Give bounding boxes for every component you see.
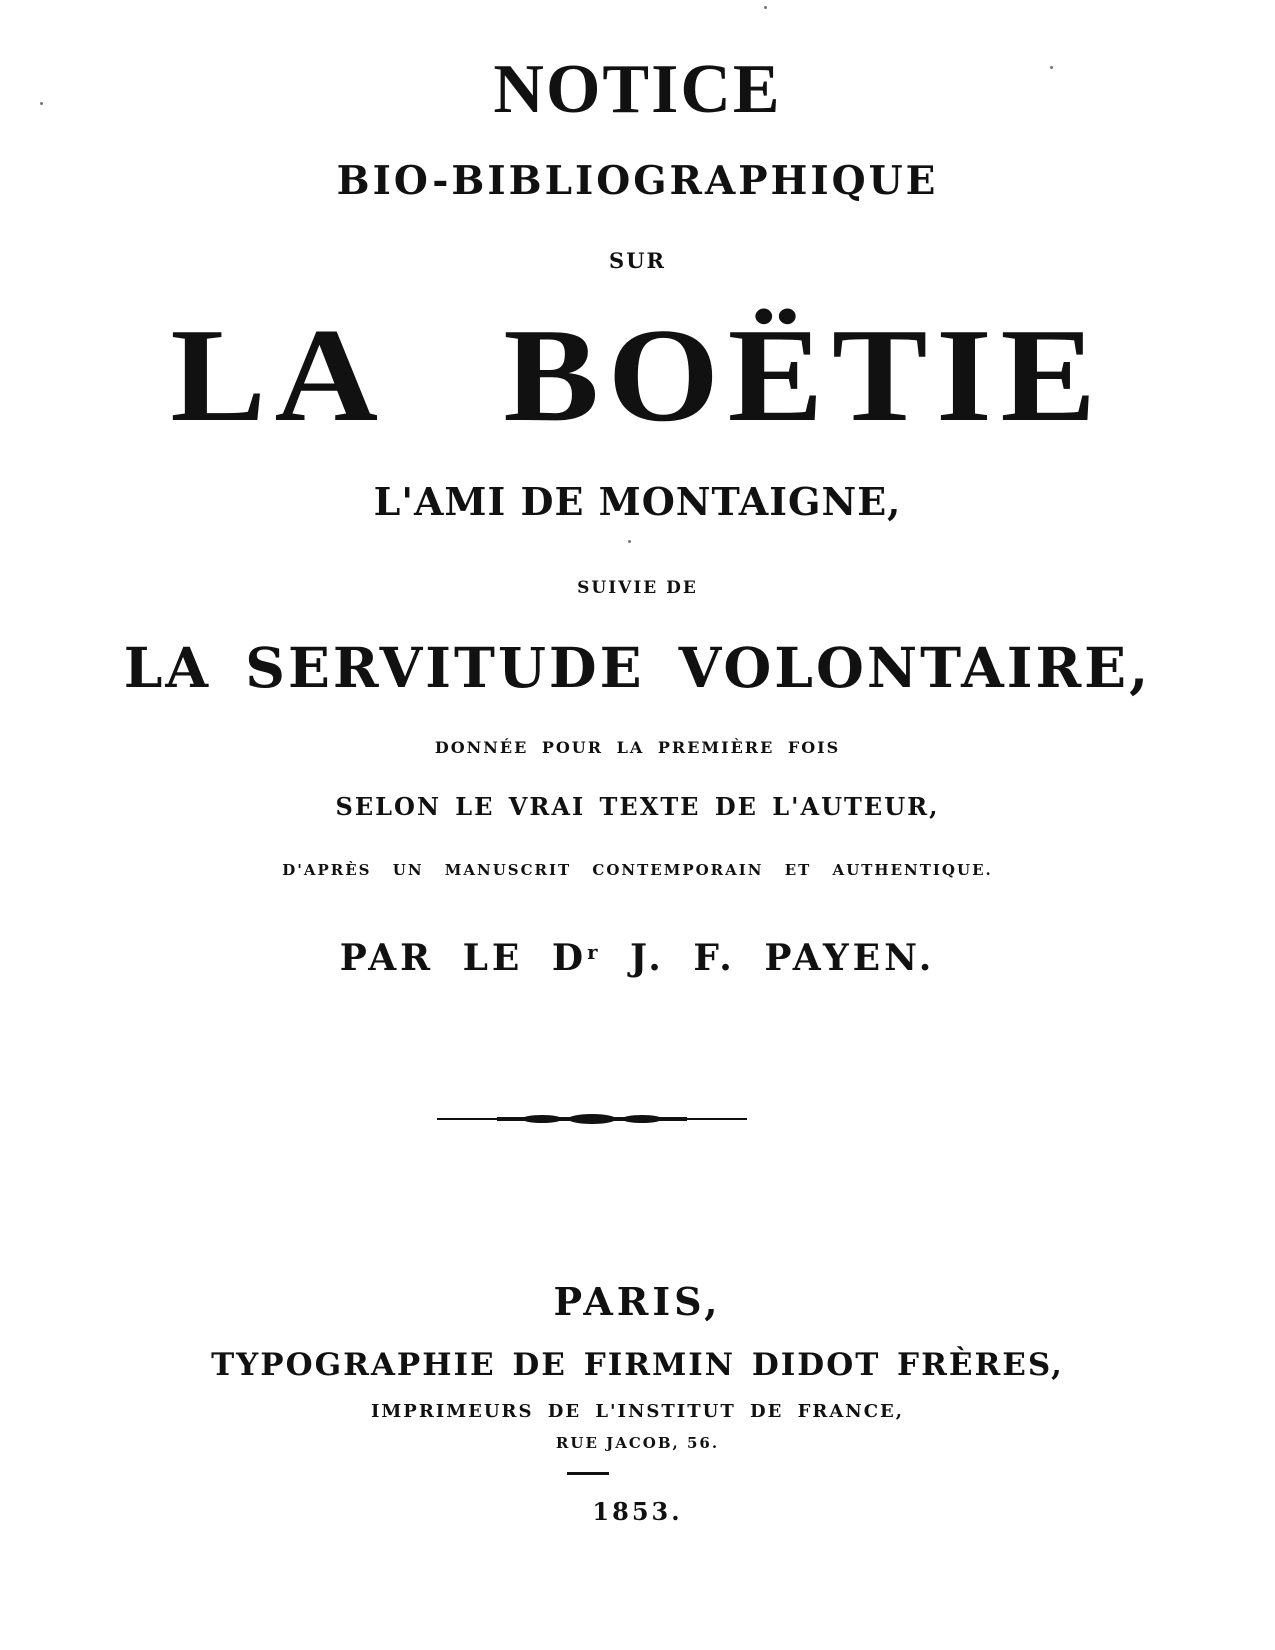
author-title-superscript: r: [587, 940, 602, 965]
author-name: J. F. PAYEN.: [601, 937, 936, 979]
author-line: [0, 937, 1275, 979]
suivie-de: SUIVIE DE: [577, 578, 698, 598]
scan-speck: [764, 6, 767, 9]
title-ami-de-montaigne: L'AMI DE MONTAIGNE,: [373, 479, 902, 524]
selon-le-vrai-texte: SELON LE VRAI TEXTE DE L'AUTEUR,: [335, 792, 940, 821]
title-la-boetie: LA BOËTIE: [170, 301, 1105, 449]
title-sur: SUR: [609, 248, 666, 273]
servitude-volontaire-title: LA SERVITUDE VOLONTAIRE,: [123, 635, 1152, 700]
ornamental-divider: [437, 1112, 747, 1126]
imprint-year: 1853.: [592, 1497, 683, 1526]
author-prefix: PAR LE D: [339, 937, 588, 979]
scan-speck: [1050, 66, 1053, 69]
d-apres-un-manuscrit: D'APRÈS UN MANUSCRIT CONTEMPORAIN ET AUTHENTIQUE.: [282, 861, 993, 879]
title-bio-bibliographique: BIO-BIBLIOGRAPHIQUE: [336, 158, 939, 204]
title-notice: NOTICE: [493, 51, 782, 128]
imprint-address: RUE JACOB, 56.: [555, 1434, 720, 1452]
donnee-pour-la-premiere-fois: DONNÉE POUR LA PREMIÈRE FOIS: [434, 738, 841, 757]
imprint-printer: TYPOGRAPHIE DE FIRMIN DIDOT FRÈRES,: [211, 1347, 1064, 1383]
scan-speck: [628, 540, 631, 543]
scan-speck: [40, 102, 43, 105]
imprint-city: PARIS,: [553, 1279, 722, 1324]
imprint-printer-role: IMPRIMEURS DE L'INSTITUT DE FRANCE,: [370, 1401, 905, 1422]
imprint-short-rule: [567, 1472, 609, 1475]
